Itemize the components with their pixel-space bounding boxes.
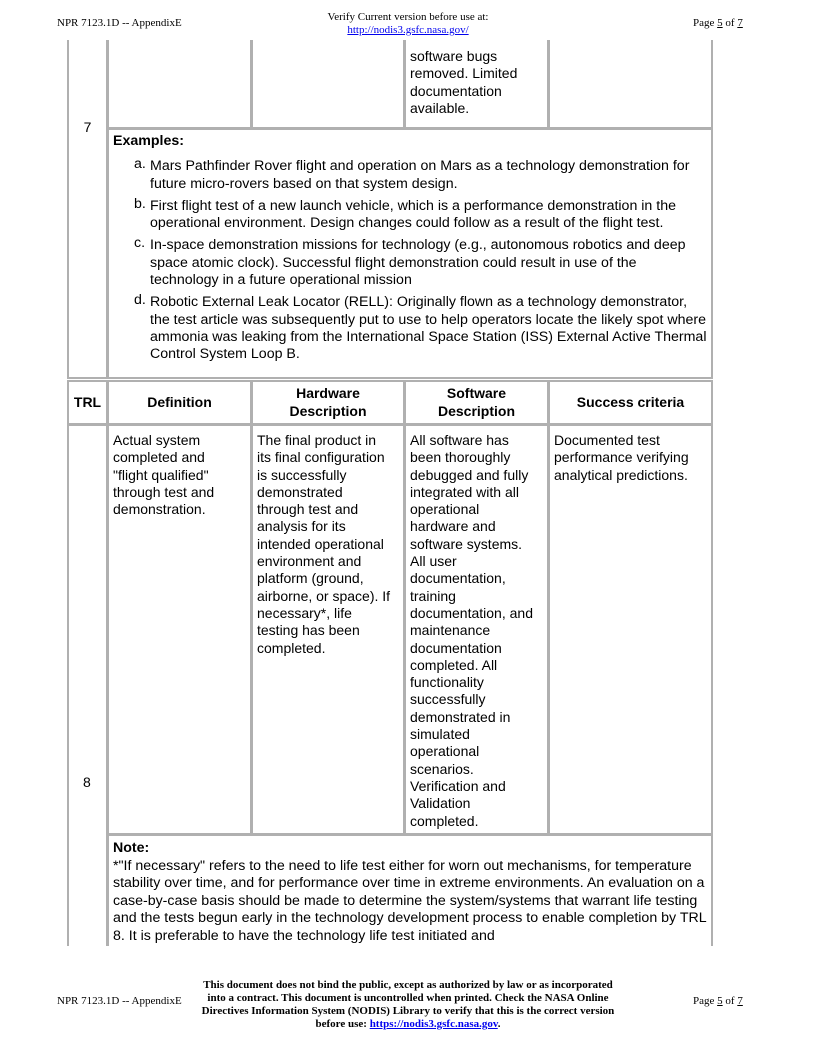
row7-software-text: software bugs removed. Limited documentation available. [410,48,518,116]
footer-disclaimer: This document does not bind the public, except as authorized by law or as incorporated into a contract. This document is uncontrolled when printed. Check the NASA Online Directives Information System (NODIS) Library to verify that this is the correct version before use: https://nodis3.gsfc.nasa.gov. [201,979,615,1030]
example-text: In-space demonstration missions for technology (e.g., autonomous robotics and deep space atomic clock). Successful flight demonstration could result in use of the technology in a future operational mission [150,237,686,289]
example-item [134,156,707,193]
example-marker: b. [134,195,146,212]
row7-examples-cell [107,128,713,379]
example-text: Mars Pathfinder Rover flight and operation on Mars as a technology demonstration for future micro-rovers based on that system design. [150,158,690,192]
footer-disclaimer-text: This document does not bind the public, except as authorized by law or as incorporated into a contract. This document is uncontrolled when printed. Check the NASA Online Directives Information System (NODIS) Library to verify that this is the correct version before use: [201,979,615,1030]
trl-8-cell [67,424,108,964]
row8-hardware-cell: The final product in its final configuration is successfully demonstrated through test and analysis for its intended operational environment and platform (ground, airborne, or space). If necessary*, life testing has been completed. [251,424,405,835]
examples-title: Examples: [113,133,184,149]
page-label: Page [693,17,715,29]
examples-list [113,158,707,363]
row7-hardware-cell [251,40,405,129]
example-item [134,292,707,363]
example-text: First flight test of a new launch vehicle, which is a performance demonstration in the operational environment. Design changes could follow as a result of the flight test. [150,197,676,232]
col-header-trl: TRL [67,380,108,425]
row7-software-cell [404,40,549,129]
header-nodis-link[interactable]: http://nodis3.gsfc.nasa.gov/ [347,24,469,36]
example-marker: c. [134,235,146,252]
row7-success-cell [548,40,713,129]
example-marker: a. [134,156,146,173]
example-text: Robotic External Leak Locator (RELL): Originally flown as a technology demonstrator, the test article was subsequently put to use to help operators locate the likely spot where ammonia was leaking from the International Space Station (ISS) External Active Thermal Control System Loop B. [150,294,707,363]
page-total[interactable]: 7 [737,995,743,1007]
col-header-success: Success criteria [548,380,713,425]
page-break-mask [0,946,816,976]
row8-note-cell [107,834,713,964]
note-title: Note: [113,840,150,856]
note-text: *"If necessary" refers to the need to life test either for worn out mechanisms, for temperature stability over time, and for performance over time in extreme environments. An evaluation on a case-by-case basis should be made to determine the system/systems that warrant life testing and the tests begun early in the technology development process to enable completion by TRL 8. It is preferable to have the technology life test initiated and [113,857,707,944]
header-verify-text: Verify Current version before use at: [327,11,489,23]
page-current[interactable]: 5 [717,995,723,1007]
header-doc-id: NPR 7123.1D -- AppendixE [57,17,182,29]
col-header-hardware: Hardware Description [251,380,405,425]
row8-definition-cell: Actual system completed and "flight qualified" through test and demonstration. [107,424,252,835]
trl-8-label: 8 [83,774,91,790]
example-item [134,195,707,233]
of-label: of [725,995,735,1007]
page-current[interactable]: 5 [717,17,723,29]
page-total[interactable]: 7 [737,17,743,29]
footer-doc-id: NPR 7123.1D -- AppendixE [57,995,182,1007]
header-verify [290,11,526,37]
trl-7-label: 7 [83,118,92,135]
row8-success-cell: Documented test performance verifying analytical predictions. [548,424,713,835]
example-marker: d. [134,292,146,309]
footer-nodis-link[interactable]: https://nodis3.gsfc.nasa.gov [369,1018,498,1030]
footer-page-number [693,995,743,1007]
page-label: Page [693,995,715,1007]
header-page-number [693,17,743,29]
trl-7-cell [67,40,108,379]
row8-software-cell: All software has been thoroughly debugged and fully integrated with all operational hardware and software systems. All user documentation, training documentation, and maintenance documentation completed. All functionality successfully demonstrated in simulated operational scenarios. Verification and Validation completed. [404,424,549,835]
col-header-definition: Definition [107,380,252,425]
row7-definition-cell [107,40,252,129]
example-item [134,235,707,289]
of-label: of [725,17,735,29]
col-header-software: Software Description [404,380,549,425]
